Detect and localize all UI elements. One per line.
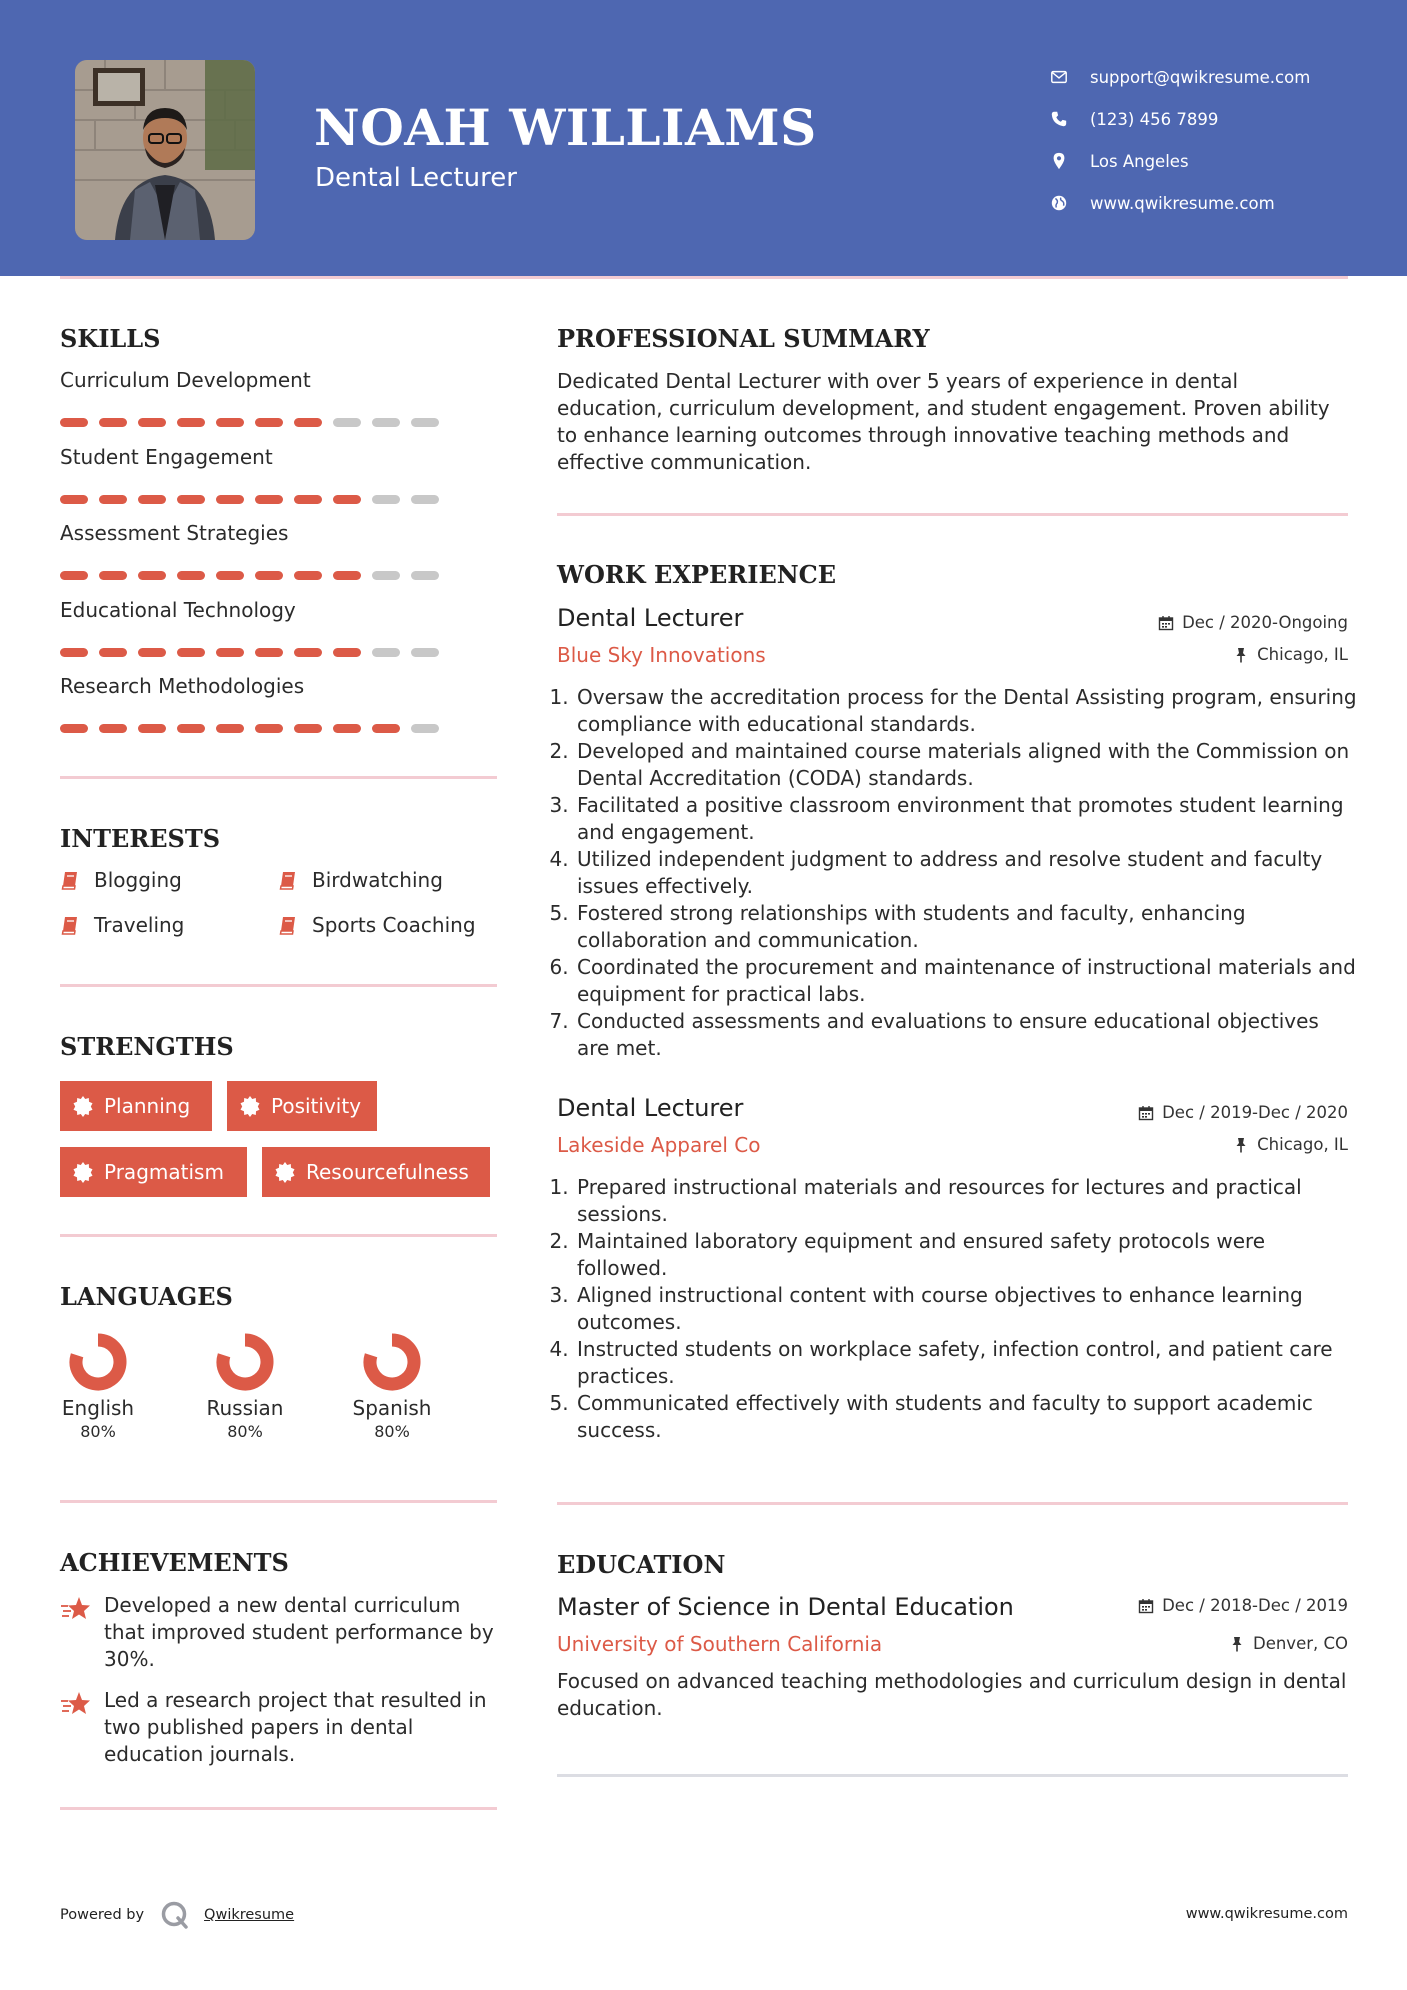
duty-item: 3. Facilitated a positive classroom environment that promotes student learning and engagement. (575, 792, 1357, 846)
contact-phone[interactable] (1050, 98, 1310, 140)
contact-email[interactable] (1050, 56, 1310, 98)
interest-label: Birdwatching (312, 868, 443, 892)
skills-title: SKILLS (60, 324, 161, 353)
language-item (195, 1332, 295, 1441)
job-date-text: Dec / 2019-Dec / 2020 (1162, 1103, 1348, 1122)
language-ring-icon (68, 1332, 128, 1392)
interest-label: Traveling (94, 913, 185, 937)
footer-powered-by (60, 1900, 294, 1930)
duty-item: 1. Oversaw the accreditation process for the Dental Assisting program, ensuring compliance with educational standards. (575, 684, 1357, 738)
language-ring-icon (362, 1332, 422, 1392)
skill-dash-filled (177, 418, 205, 427)
skill-dash-filled (99, 495, 127, 504)
education-school: University of Southern California (557, 1632, 883, 1656)
education-description: Focused on advanced teaching methodologies and curriculum design in dental education. (557, 1669, 1347, 1720)
skill-dash-filled (138, 495, 166, 504)
skill-dash-filled (255, 724, 283, 733)
education-date-text: Dec / 2018-Dec / 2019 (1162, 1596, 1348, 1615)
job-location (1233, 645, 1348, 664)
star-icon (60, 1689, 92, 1719)
skill-dash-empty (372, 495, 400, 504)
skill-dash-filled (294, 571, 322, 580)
contact-website-text: www.qwikresume.com (1090, 193, 1275, 213)
skill-dash-filled (99, 418, 127, 427)
book-icon (60, 915, 80, 935)
phone-icon (1050, 110, 1068, 128)
duty-item: 7. Conducted assessments and evaluations to ensure educational objectives are met. (575, 1008, 1357, 1062)
duty-item: 4. Utilized independent judgment to address and resolve student and faculty issues effectively. (575, 846, 1357, 900)
education-location (1229, 1634, 1348, 1653)
star-icon (60, 1594, 92, 1624)
skill-dash-filled (99, 648, 127, 657)
skill-dash-filled (177, 648, 205, 657)
qwikresume-logo-icon (160, 1900, 190, 1930)
skill-dash-filled (372, 724, 400, 733)
interest-label: Blogging (94, 868, 182, 892)
language-item (48, 1332, 148, 1441)
book-icon (278, 915, 298, 935)
language-name: Russian (206, 1396, 284, 1420)
job-date (1138, 1103, 1348, 1122)
languages-divider (60, 1500, 497, 1503)
achievement-text: Led a research project that resulted in two published papers in dental education journals. (104, 1688, 487, 1766)
skill-dash-filled (177, 571, 205, 580)
strengths-divider (60, 1234, 497, 1237)
skill-name: Student Engagement (60, 444, 273, 469)
skill-name: Assessment Strategies (60, 521, 289, 545)
skill-dash-filled (216, 571, 244, 580)
language-item (342, 1332, 442, 1441)
contact-location-text: Los Angeles (1090, 151, 1189, 171)
contact-location (1050, 140, 1310, 182)
strength-chip (60, 1147, 247, 1197)
badge-icon (72, 1095, 94, 1117)
skill-name: Research Methodologies (60, 674, 305, 698)
language-ring-arc (370, 1340, 414, 1384)
education-date (1138, 1596, 1348, 1615)
achievements-divider (60, 1807, 497, 1810)
strength-label: Resourcefulness (306, 1160, 469, 1184)
skill-dash-filled (138, 724, 166, 733)
header-divider (60, 276, 1348, 279)
language-ring-icon (215, 1332, 275, 1392)
skill-dash-filled (294, 724, 322, 733)
profile-photo (75, 60, 255, 240)
language-percent: 80% (80, 1422, 116, 1441)
skill-dash-filled (216, 648, 244, 657)
skill-dash-empty (333, 418, 361, 427)
envelope-icon (1050, 68, 1068, 86)
duty-item: 1. Prepared instructional materials and resources for lectures and practical sessions. (575, 1174, 1357, 1228)
skill-level-bar (60, 724, 450, 733)
education-title: EDUCATION (557, 1550, 726, 1579)
job-duties-list (557, 1174, 1357, 1444)
pushpin-icon (1233, 1137, 1249, 1153)
achievements-title: ACHIEVEMENTS (60, 1548, 289, 1577)
badge-icon (274, 1161, 296, 1183)
skill-dash-filled (255, 495, 283, 504)
experience-divider (557, 1502, 1348, 1505)
achievement-item (60, 1687, 500, 1768)
powered-by-text: Powered by (60, 1907, 145, 1923)
summary-title: PROFESSIONAL SUMMARY (557, 324, 930, 353)
job-date-text: Dec / 2020-Ongoing (1182, 613, 1348, 632)
duty-item: 2. Developed and maintained course materials aligned with the Commission on Dental Accreditation (CODA) standards. (575, 738, 1357, 792)
job-title: Dental Lecturer (557, 604, 744, 632)
skill-dash-filled (177, 495, 205, 504)
skill-dash-filled (216, 724, 244, 733)
pushpin-icon (1229, 1636, 1245, 1652)
job-location (1233, 1135, 1348, 1154)
calendar-icon (1138, 1598, 1154, 1614)
skill-dash-filled (255, 418, 283, 427)
interest-item (278, 868, 443, 892)
language-name: Spanish (352, 1396, 432, 1420)
skill-dash-filled (333, 648, 361, 657)
skill-dash-empty (372, 418, 400, 427)
skill-dash-empty (411, 648, 439, 657)
skill-dash-filled (138, 418, 166, 427)
language-ring-arc (76, 1340, 120, 1384)
summary-text: Dedicated Dental Lecturer with over 5 years of experience in dental education, curriculum development, and student engagement. Proven ability to enhance learning outcomes through innovative teaching methods and effective communication. (557, 369, 1330, 474)
contact-list (1050, 56, 1310, 224)
skill-dash-filled (177, 724, 205, 733)
duty-item: 5. Communicated effectively with students and faculty to support academic success. (575, 1390, 1357, 1444)
job-location-text: Chicago, IL (1257, 645, 1348, 664)
skill-dash-filled (216, 418, 244, 427)
strengths-title: STRENGTHS (60, 1032, 234, 1061)
skill-dash-filled (294, 648, 322, 657)
contact-website[interactable] (1050, 182, 1310, 224)
strength-label: Positivity (271, 1094, 362, 1118)
job-company: Lakeside Apparel Co (557, 1133, 761, 1157)
duty-item: 2. Maintained laboratory equipment and ensured safety protocols were followed. (575, 1228, 1357, 1282)
skill-dash-filled (138, 571, 166, 580)
language-percent: 80% (374, 1422, 410, 1441)
job-location-text: Chicago, IL (1257, 1135, 1348, 1154)
profile-photo-image (75, 60, 255, 240)
skill-dash-empty (411, 724, 439, 733)
strength-chip (60, 1081, 212, 1131)
candidate-role: Dental Lecturer (315, 163, 517, 193)
strength-chip (262, 1147, 490, 1197)
strength-chip (227, 1081, 377, 1131)
skill-dash-filled (216, 495, 244, 504)
interests-title: INTERESTS (60, 824, 221, 853)
qwikresume-link[interactable]: Qwikresume (204, 1907, 295, 1923)
skill-dash-filled (333, 724, 361, 733)
skill-dash-filled (60, 724, 88, 733)
skill-dash-empty (372, 571, 400, 580)
skill-dash-filled (99, 571, 127, 580)
strength-label: Planning (104, 1094, 191, 1118)
skill-dash-filled (60, 571, 88, 580)
interest-item (60, 868, 182, 892)
book-icon (278, 870, 298, 890)
duty-item: 3. Aligned instructional content with course objectives to enhance learning outcomes. (575, 1282, 1357, 1336)
skill-dash-empty (372, 648, 400, 657)
badge-icon (72, 1161, 94, 1183)
skill-dash-empty (411, 418, 439, 427)
globe-icon (1050, 194, 1068, 212)
language-percent: 80% (227, 1422, 263, 1441)
footer-website[interactable]: www.qwikresume.com (1185, 1906, 1348, 1922)
education-location-text: Denver, CO (1252, 1634, 1348, 1653)
strength-label: Pragmatism (104, 1160, 224, 1184)
calendar-icon (1158, 615, 1174, 631)
skill-dash-filled (99, 724, 127, 733)
summary-divider (557, 513, 1348, 516)
contact-phone-text: (123) 456 7899 (1090, 109, 1219, 129)
skill-dash-filled (255, 648, 283, 657)
badge-icon (239, 1095, 261, 1117)
duty-item: 6. Coordinated the procurement and maintenance of instructional materials and equipment for practical labs. (575, 954, 1357, 1008)
interest-item (278, 913, 476, 937)
skill-dash-filled (60, 495, 88, 504)
languages-title: LANGUAGES (60, 1282, 233, 1311)
achievement-item (60, 1592, 500, 1673)
pushpin-icon (1233, 647, 1249, 663)
skill-dash-filled (333, 571, 361, 580)
skill-level-bar (60, 648, 450, 657)
language-ring-arc (223, 1340, 267, 1384)
contact-email-text: support@qwikresume.com (1090, 67, 1311, 87)
interests-divider (60, 984, 497, 987)
skill-dash-filled (294, 495, 322, 504)
skill-dash-empty (411, 495, 439, 504)
skill-dash-filled (255, 571, 283, 580)
skill-level-bar (60, 418, 450, 427)
language-name: English (61, 1396, 135, 1420)
interest-item (60, 913, 184, 937)
candidate-name: NOAH WILLIAMS (314, 98, 817, 157)
book-icon (60, 870, 80, 890)
job-date (1158, 613, 1348, 632)
interest-label: Sports Coaching (312, 913, 476, 937)
job-title: Dental Lecturer (557, 1094, 744, 1122)
job-duties-list (557, 684, 1357, 1062)
skill-level-bar (60, 495, 450, 504)
achievement-text: Developed a new dental curriculum that improved student performance by 30%. (104, 1593, 494, 1671)
skill-name: Educational Technology (60, 597, 296, 622)
calendar-icon (1138, 1105, 1154, 1121)
resume-header (0, 0, 1407, 276)
education-degree: Master of Science in Dental Education (557, 1593, 1014, 1621)
skills-divider (60, 776, 497, 779)
duty-item: 5. Fostered strong relationships with students and faculty, enhancing collaboration and communication. (575, 900, 1357, 954)
skill-dash-filled (333, 495, 361, 504)
education-divider (557, 1774, 1348, 1777)
skill-dash-filled (60, 648, 88, 657)
job-company: Blue Sky Innovations (557, 643, 766, 667)
skill-dash-empty (411, 571, 439, 580)
map-pin-icon (1050, 152, 1068, 170)
experience-title: WORK EXPERIENCE (557, 560, 837, 589)
skill-dash-filled (294, 418, 322, 427)
skill-dash-filled (60, 418, 88, 427)
skill-name: Curriculum Development (60, 368, 311, 392)
duty-item: 4. Instructed students on workplace safety, infection control, and patient care practices. (575, 1336, 1357, 1390)
skill-dash-filled (138, 648, 166, 657)
skill-level-bar (60, 571, 450, 580)
